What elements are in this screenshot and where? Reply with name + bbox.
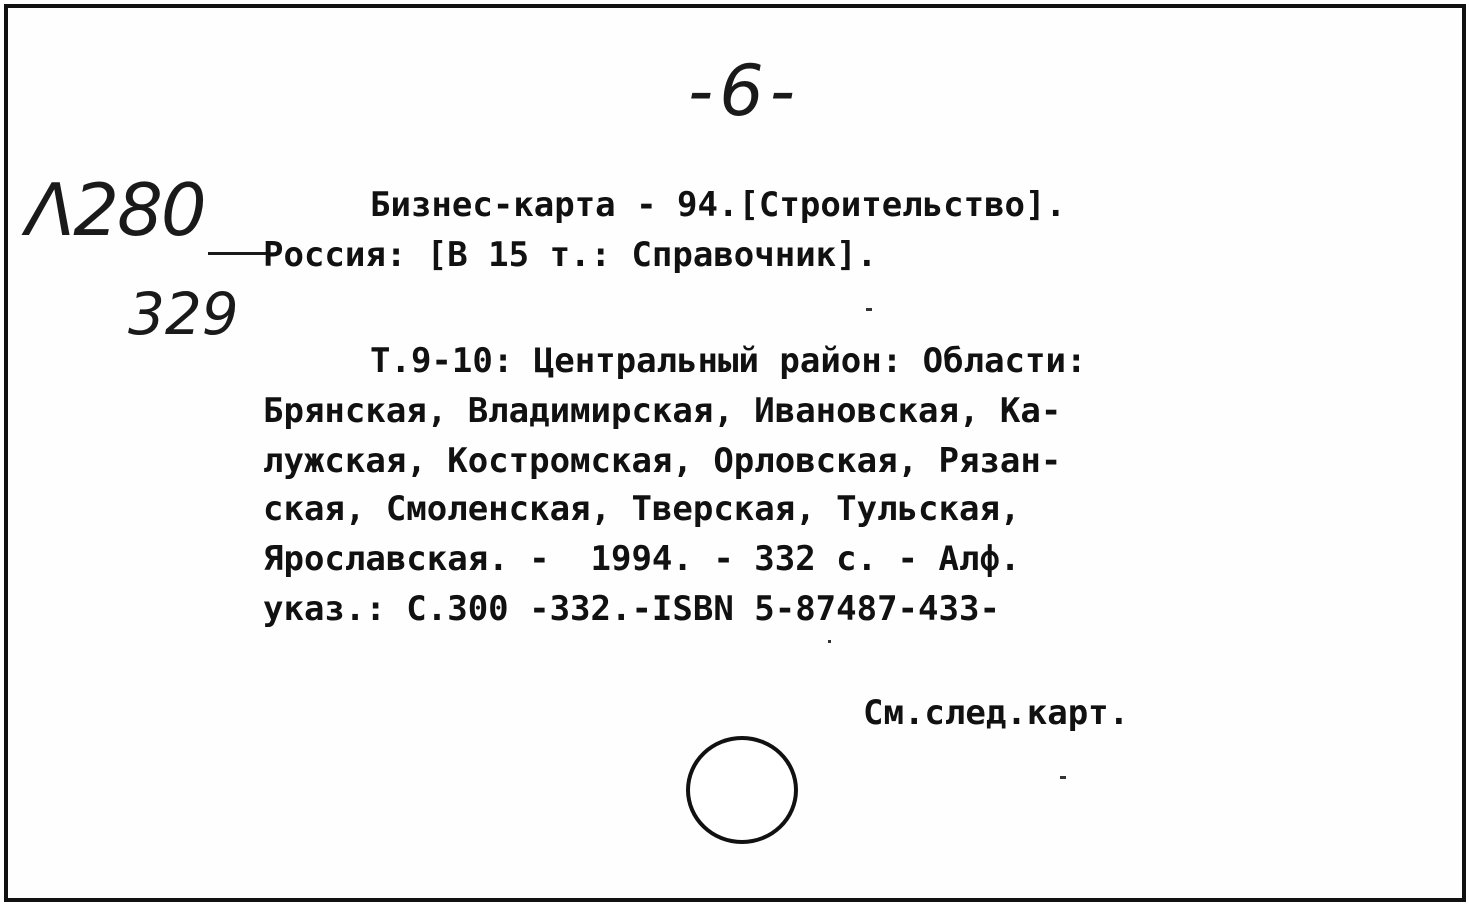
catalog-card [4,4,1466,902]
regions-line-2: лужская, Костромская, Орловская, Рязан- [263,441,1062,481]
publication-line: Ярославская. - 1994. - 332 с. - Алф. [263,539,1021,579]
isbn-line: указ.: С.300 -332.-ISBN 5-87487-433- [263,589,1000,629]
regions-line-3: ская, Смоленская, Тверская, Тульская, [263,489,1021,529]
title-line: Бизнес-карта - 94.[Строительство]. [370,185,1066,225]
handwritten-page-number: -6- [688,50,802,132]
ink-speck [866,308,872,311]
title-continuation-line: Россия: [В 15 т.: Справочник]. [263,235,878,275]
see-next-card: См.след.карт. [863,693,1130,733]
handwritten-dash [208,252,266,255]
ink-speck [1060,776,1066,779]
handwritten-shelf-mark: Λ280 [26,168,205,252]
handwritten-shelf-number: 329 [128,280,239,348]
card-punch-hole [686,736,798,844]
ink-speck [828,640,831,643]
volume-line: Т.9-10: Центральный район: Области: [370,341,1087,381]
regions-line-1: Брянская, Владимирская, Ивановская, Ка- [263,391,1062,431]
